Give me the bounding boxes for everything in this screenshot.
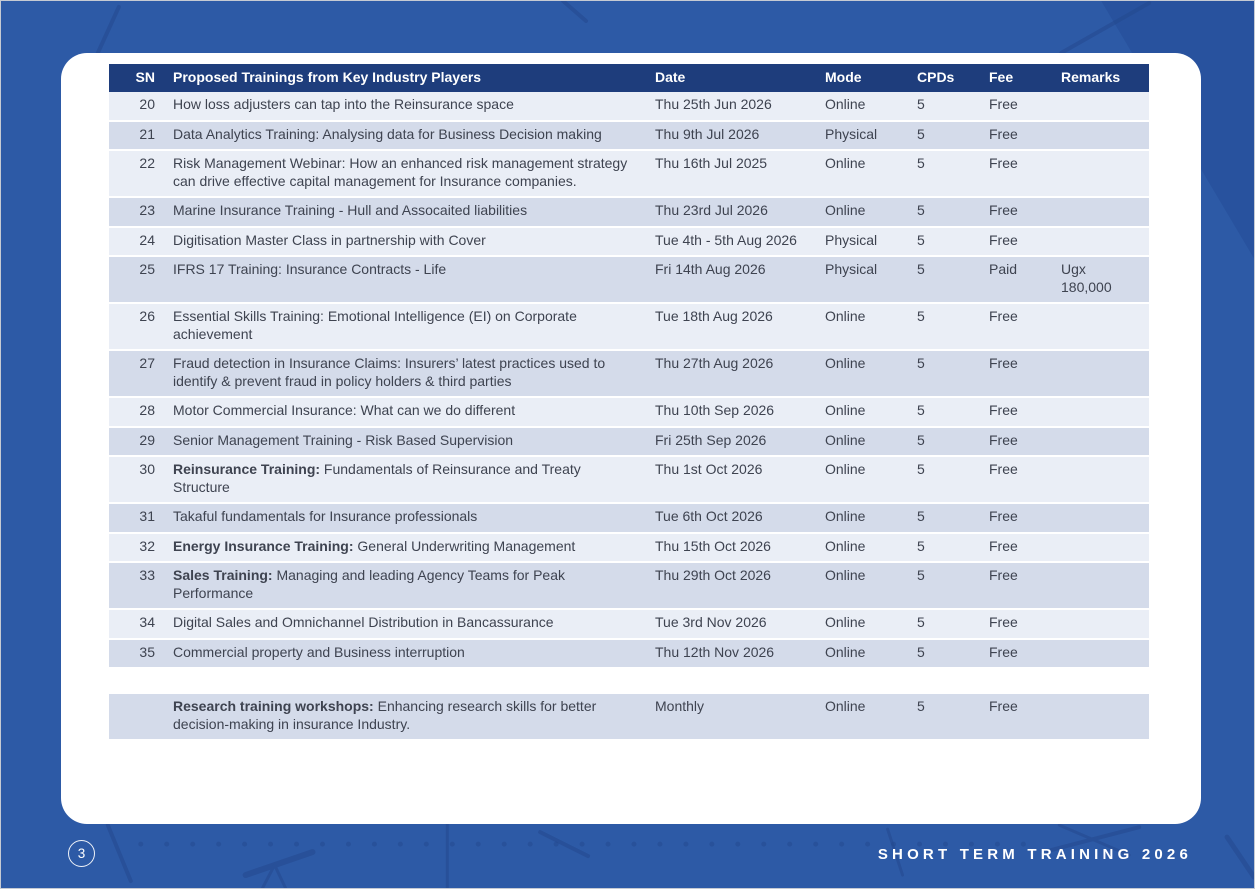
- cell-fee: Free: [989, 398, 1061, 428]
- cell-mode: Online: [825, 92, 917, 122]
- cell-remarks: [1061, 304, 1149, 351]
- spacer-cell: [109, 669, 1149, 694]
- cell-cpds: 5: [917, 534, 989, 564]
- cell-mode: Physical: [825, 122, 917, 152]
- cell-title: [173, 457, 655, 504]
- cell-mode: Online: [825, 151, 917, 198]
- cell-date: Thu 12th Nov 2026: [655, 640, 825, 670]
- cell-fee: Free: [989, 304, 1061, 351]
- cell-mode: Online: [825, 398, 917, 428]
- table-row: [109, 640, 1149, 670]
- cell-fee: Paid: [989, 257, 1061, 304]
- table-row: [109, 92, 1149, 122]
- title-text-part: Senior Management Training - Risk Based Supervision: [173, 431, 514, 448]
- cell-sn: 28: [109, 398, 173, 428]
- cell-remarks: [1061, 198, 1149, 228]
- cell-date: Fri 14th Aug 2026: [655, 257, 825, 304]
- cell-cpds: 5: [917, 92, 989, 122]
- cell-mode: Online: [825, 504, 917, 534]
- cell-title: [173, 304, 655, 351]
- cell-remarks: [1061, 398, 1149, 428]
- cell-sn: [109, 694, 173, 741]
- table-row: [109, 351, 1149, 398]
- cell-fee: Free: [989, 122, 1061, 152]
- cell-fee: Free: [989, 198, 1061, 228]
- table-row: [109, 151, 1149, 198]
- title-text-part: Motor Commercial Insurance: What can we do different: [173, 402, 516, 418]
- cell-date: Thu 16th Jul 2025: [655, 151, 825, 198]
- cell-title: [173, 504, 655, 534]
- cell-remarks: [1061, 610, 1149, 640]
- table-header: [109, 64, 1149, 92]
- cell-date: Thu 9th Jul 2026: [655, 122, 825, 152]
- title-text-part: How loss adjusters can tap into the Reinsurance space: [173, 96, 514, 112]
- table-row: [109, 398, 1149, 428]
- table-row: [109, 563, 1149, 610]
- cell-mode: Online: [825, 534, 917, 564]
- table-row: [109, 694, 1149, 741]
- title-text-part: Takaful fundamentals for Insurance professionals: [173, 508, 478, 524]
- title-text-part: Enhancing research skills for better decision-making in insurance Industry.: [173, 698, 597, 732]
- cell-cpds: 5: [917, 304, 989, 351]
- cell-title: [173, 198, 655, 228]
- cell-title: [173, 428, 655, 458]
- title-text-part: Data Analytics Training: Analysing data for Business Decision making: [173, 125, 602, 142]
- table-row: [109, 122, 1149, 152]
- table-row: [109, 428, 1149, 458]
- cell-fee: Free: [989, 563, 1061, 610]
- cell-date: Tue 3rd Nov 2026: [655, 610, 825, 640]
- cell-remarks: [1061, 92, 1149, 122]
- cell-sn: 24: [109, 228, 173, 258]
- column-header-cpds: CPDs: [917, 64, 989, 92]
- cell-cpds: 5: [917, 640, 989, 670]
- cell-sn: 20: [109, 92, 173, 122]
- cell-title: [173, 92, 655, 122]
- table-row: [109, 457, 1149, 504]
- cell-mode: Online: [825, 198, 917, 228]
- column-header-mode: Mode: [825, 64, 917, 92]
- cell-sn: 21: [109, 122, 173, 152]
- page-number-badge: [68, 840, 95, 867]
- column-header-title: Proposed Trainings from Key Industry Players: [173, 64, 655, 92]
- cell-remarks: [1061, 504, 1149, 534]
- cell-remarks: [1061, 151, 1149, 198]
- cell-cpds: 5: [917, 428, 989, 458]
- cell-title: [173, 351, 655, 398]
- cell-date: Monthly: [655, 694, 825, 741]
- cell-remarks: Ugx 180,000: [1061, 257, 1149, 304]
- title-text-part: Marine Insurance Training - Hull and Assocaited liabilities: [173, 202, 528, 218]
- cell-fee: Free: [989, 640, 1061, 670]
- cell-date: Tue 18th Aug 2026: [655, 304, 825, 351]
- title-text-part: Essential Skills Training: Emotional Intelligence (EI) on Corporate achievement: [173, 308, 577, 342]
- cell-date: Fri 25th Sep 2026: [655, 428, 825, 458]
- cell-cpds: 5: [917, 610, 989, 640]
- cell-date: Thu 23rd Jul 2026: [655, 198, 825, 228]
- title-text-part: Risk Management Webinar: How an enhanced risk management strategy can drive effective capital management for Insurance companies.: [173, 155, 628, 189]
- cell-mode: Online: [825, 563, 917, 610]
- cell-remarks: [1061, 351, 1149, 398]
- cell-fee: Free: [989, 428, 1061, 458]
- cell-mode: Online: [825, 694, 917, 741]
- cell-title: [173, 610, 655, 640]
- cell-cpds: 5: [917, 398, 989, 428]
- cell-sn: 26: [109, 304, 173, 351]
- cell-date: Tue 6th Oct 2026: [655, 504, 825, 534]
- cell-remarks: [1061, 228, 1149, 258]
- cell-fee: Free: [989, 694, 1061, 741]
- table-row: [109, 534, 1149, 564]
- cell-sn: 27: [109, 351, 173, 398]
- cell-date: Thu 1st Oct 2026: [655, 457, 825, 504]
- cell-sn: 33: [109, 563, 173, 610]
- cell-cpds: 5: [917, 563, 989, 610]
- cell-remarks: [1061, 640, 1149, 670]
- title-text-part: Digital Sales and Omnichannel Distribution in Bancassurance: [173, 614, 554, 630]
- cell-title: [173, 563, 655, 610]
- page-number: 3: [77, 845, 86, 861]
- cell-fee: Free: [989, 610, 1061, 640]
- cell-sn: 23: [109, 198, 173, 228]
- cell-date: Tue 4th - 5th Aug 2026: [655, 228, 825, 258]
- cell-sn: 29: [109, 428, 173, 458]
- cell-mode: Online: [825, 457, 917, 504]
- cell-date: Thu 29th Oct 2026: [655, 563, 825, 610]
- cell-mode: Online: [825, 610, 917, 640]
- title-bold-part: Reinsurance Training:: [173, 461, 321, 477]
- title-text-part: IFRS 17 Training: Insurance Contracts - Life: [173, 261, 447, 277]
- title-text-part: Commercial property and Business interruption: [173, 643, 465, 660]
- cell-cpds: 5: [917, 151, 989, 198]
- title-text-part: Managing and leading Agency Teams for Peak Performance: [173, 567, 565, 601]
- table-row: [109, 304, 1149, 351]
- cell-cpds: 5: [917, 198, 989, 228]
- cell-cpds: 5: [917, 351, 989, 398]
- cell-fee: Free: [989, 151, 1061, 198]
- cell-cpds: 5: [917, 694, 989, 741]
- cell-title: [173, 694, 655, 741]
- cell-mode: Online: [825, 428, 917, 458]
- column-header-fee: Fee: [989, 64, 1061, 92]
- cell-cpds: 5: [917, 122, 989, 152]
- cell-title: [173, 151, 655, 198]
- title-text-part: General Underwriting Management: [353, 537, 576, 554]
- cell-title: [173, 257, 655, 304]
- cell-cpds: 5: [917, 504, 989, 534]
- title-bold-part: Energy Insurance Training:: [173, 537, 354, 554]
- title-text-part: Fraud detection in Insurance Claims: Insurers’ latest practices used to identify & prevent fraud in policy holders & third parties: [173, 355, 606, 389]
- cell-remarks: [1061, 122, 1149, 152]
- cell-mode: Online: [825, 640, 917, 670]
- footer-title: SHORT TERM TRAINING 2026: [877, 846, 1192, 863]
- cell-fee: Free: [989, 504, 1061, 534]
- cell-date: Thu 25th Jun 2026: [655, 92, 825, 122]
- cell-sn: 30: [109, 457, 173, 504]
- cell-sn: 31: [109, 504, 173, 534]
- cell-title: [173, 228, 655, 258]
- column-header-sn: SN: [109, 64, 173, 92]
- spacer-row: [109, 669, 1149, 694]
- table-body: [109, 92, 1149, 741]
- column-header-date: Date: [655, 64, 825, 92]
- cell-mode: Online: [825, 351, 917, 398]
- cell-remarks: [1061, 563, 1149, 610]
- cell-fee: Free: [989, 457, 1061, 504]
- cell-date: Thu 15th Oct 2026: [655, 534, 825, 564]
- column-header-remarks: Remarks: [1061, 64, 1149, 92]
- cell-sn: 25: [109, 257, 173, 304]
- cell-cpds: 5: [917, 228, 989, 258]
- table-row: [109, 198, 1149, 228]
- cell-sn: 32: [109, 534, 173, 564]
- cell-fee: Free: [989, 534, 1061, 564]
- cell-sn: 34: [109, 610, 173, 640]
- title-bold-part: Research training workshops:: [173, 698, 374, 714]
- cell-title: [173, 534, 655, 564]
- cell-remarks: [1061, 694, 1149, 741]
- cell-title: [173, 122, 655, 152]
- cell-sn: 35: [109, 640, 173, 670]
- content-card: [61, 53, 1201, 824]
- cell-title: [173, 398, 655, 428]
- cell-cpds: 5: [917, 257, 989, 304]
- title-text-part: Digitisation Master Class in partnership with Cover: [173, 231, 486, 248]
- table-row: [109, 610, 1149, 640]
- header-row: [109, 64, 1149, 92]
- table-row: [109, 257, 1149, 304]
- cell-remarks: [1061, 428, 1149, 458]
- trainings-table: [109, 64, 1149, 741]
- cell-sn: 22: [109, 151, 173, 198]
- title-text-part: Fundamentals of Reinsurance and Treaty Structure: [173, 461, 581, 495]
- cell-fee: Free: [989, 351, 1061, 398]
- cell-remarks: [1061, 457, 1149, 504]
- cell-fee: Free: [989, 228, 1061, 258]
- cell-date: Thu 27th Aug 2026: [655, 351, 825, 398]
- cell-fee: Free: [989, 92, 1061, 122]
- table-row: [109, 228, 1149, 258]
- cell-mode: Physical: [825, 228, 917, 258]
- cell-mode: Physical: [825, 257, 917, 304]
- table-row: [109, 504, 1149, 534]
- title-bold-part: Sales Training:: [173, 567, 273, 583]
- cell-mode: Online: [825, 304, 917, 351]
- cell-remarks: [1061, 534, 1149, 564]
- cell-date: Thu 10th Sep 2026: [655, 398, 825, 428]
- cell-title: [173, 640, 655, 670]
- cell-cpds: 5: [917, 457, 989, 504]
